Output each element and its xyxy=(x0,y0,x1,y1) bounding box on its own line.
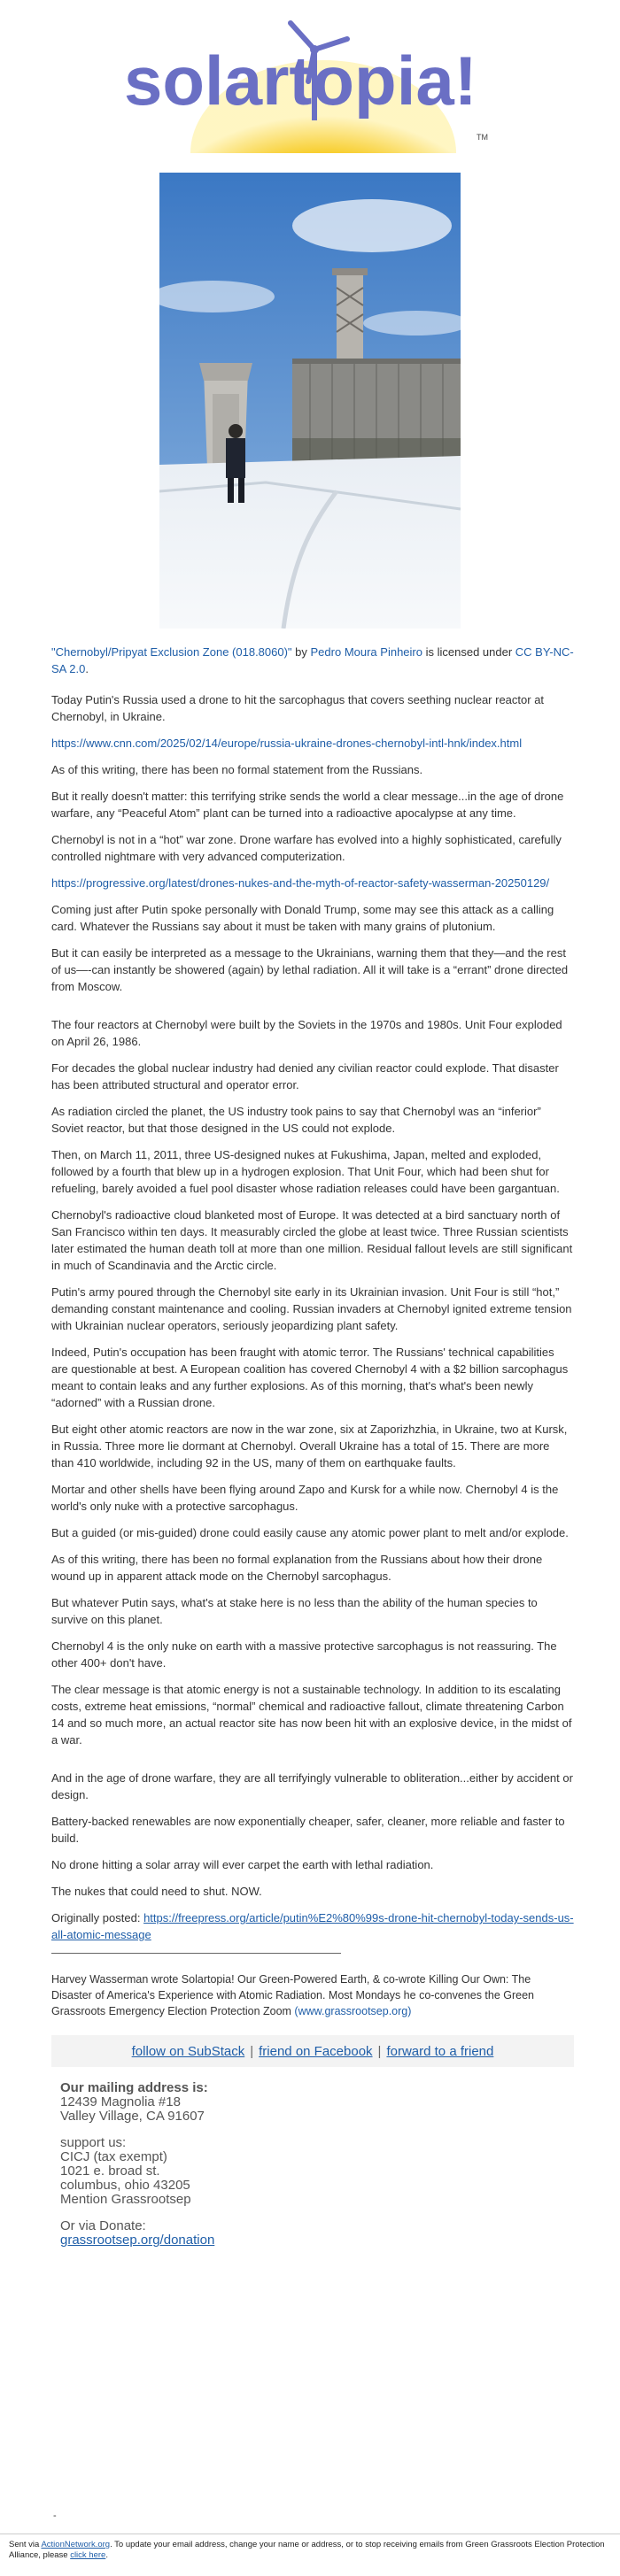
paragraph: Putin's army poured through the Chernobyl site early in its Ukrainian invasion. Unit Four is still “hot,” demanding constant maintenance and cooling. Russian invaders at Chernobyl ignited extreme tension with Ukrainian nuclear operators, seriously jeopardizing plant safety. xyxy=(51,1285,572,1332)
paragraph: As of this writing, there has been no formal statement from the Russians. xyxy=(51,763,423,776)
support-heading: support us: xyxy=(60,2135,127,2150)
address-line: 12439 Magnolia #18 xyxy=(60,2094,181,2109)
email-footer xyxy=(0,2534,620,2561)
mailing-address xyxy=(60,2081,574,2248)
logo-text: solartopia! xyxy=(124,42,477,120)
paragraph: The nukes that could need to shut. NOW. xyxy=(51,1885,262,1898)
bio-text: Harvey Wasserman wrote Solartopia! Our Green-Powered Earth, & co-wrote Killing Our Own: The Disaster of America's Experience with Atomic Radiation. Most Mondays he co-convenes the Green Grassroots Emergency Election Protection Zoom xyxy=(51,1973,535,2017)
paragraph-link xyxy=(51,875,574,891)
paragraph: Indeed, Putin's occupation has been fraught with atomic terror. The Russians' technical capabilities are questionable at best. A European coalition has covered Chernobyl 4 with a $2 billion sarcophagus meant to contain leaks and any further explosions. As of this morning, that's what's been newly “adorned” with a Russian drone. xyxy=(51,1346,569,1409)
footer-end: . xyxy=(105,2550,108,2560)
separator: | xyxy=(377,2043,382,2059)
cnn-article-link[interactable]: https://www.cnn.com/2025/02/14/europe/russia-ukraine-drones-chernobyl-intl-hnk/index.html xyxy=(51,737,523,750)
progressive-article-link[interactable]: https://progressive.org/latest/drones-nukes-and-the-myth-of-reactor-safety-wasserman-20250129/ xyxy=(51,876,550,890)
paragraph: Chernobyl's radioactive cloud blanketed most of Europe. It was detected at a bird sanctuary north of San Francisco within ten days. It measurably circled the globe at least twice. Three Russian scientists later estimated the human death toll at more than one million. Residual fallout levels are still significant in much of Scandinavia and the Arctic circle. xyxy=(51,1208,573,1272)
license-link[interactable]: CC BY-NC-SA 2.0 xyxy=(51,645,574,675)
paragraph: As radiation circled the planet, the US industry took pains to say that Chernobyl was an “inferior” Soviet reactor, but that those designed in the US could not explode. xyxy=(51,1105,541,1135)
footer-text: . To update your email address, change your name or address, or to stop receiving emails from Green Grassroots Election Protection Alliance, please xyxy=(9,2540,605,2560)
support-line: CICJ (tax exempt) xyxy=(60,2149,167,2164)
facebook-link[interactable]: friend on Facebook xyxy=(259,2043,373,2059)
paragraph: The clear message is that atomic energy is not a sustainable technology. In addition to its escalating costs, extreme heat emissions, “normal” chemical and radioactive fallout, climate threatening Carbon 14 and so much more, an actual reactor site has now been hit with an explosive device, in the midst of a war. xyxy=(51,1683,572,1747)
paragraph: And in the age of drone warfare, they are all terrifyingly vulnerable to obliteration...either by accident or design. xyxy=(51,1771,573,1801)
solartopia-logo xyxy=(115,16,505,153)
footer-sent: Sent via xyxy=(9,2540,42,2549)
credit-by: by xyxy=(291,645,311,659)
paragraph: But it really doesn't matter: this terrifying strike sends the world a clear message...in the age of drone warfare, any “Peaceful Atom” plant can be turned into a radioactive apocalypse at any time. xyxy=(51,790,564,820)
trademark: TM xyxy=(477,133,488,142)
separator: | xyxy=(250,2043,254,2059)
paragraph: Today Putin's Russia used a drone to hit the sarcophagus that covers seething nuclear reactor at Chernobyl, in Ukraine. xyxy=(51,693,545,723)
dash-mark: - xyxy=(53,2510,57,2521)
paragraph: Mortar and other shells have been flying around Zapo and Kursk for a while now. Chernobyl 4 is the world's only nuke with a protective sarcophagus. xyxy=(51,1483,559,1513)
paragraph: As of this writing, there has been no formal explanation from the Russians about how their drone wound up in apparent attack mode on the Chernobyl sarcophagus. xyxy=(51,1553,543,1583)
originally-posted xyxy=(51,1909,574,1943)
original-post-link[interactable]: https://freepress.org/article/putin%E2%80%99s-drone-hit-chernobyl-today-sends-us-all-atomic-message xyxy=(51,1911,574,1941)
credit-licensed: is licensed under xyxy=(422,645,515,659)
photo-credit xyxy=(51,644,574,677)
paragraph: Coming just after Putin spoke personally with Donald Trump, some may see this attack as a calling card. Whatever the Russians say about it must be taken with many grains of plutonium. xyxy=(51,903,554,933)
support-line: columbus, ohio 43205 xyxy=(60,2178,190,2193)
address-heading: Our mailing address is: xyxy=(60,2080,208,2095)
divider xyxy=(51,1953,341,1954)
donate-link[interactable]: grassrootsep.org/donation xyxy=(60,2233,215,2248)
paragraph: But it can easily be interpreted as a message to the Ukrainians, warning them that they—and the rest of us—-can instantly be showered (again) by lethal radiation. All it will take is a “errant” drone directed from Moscow. xyxy=(51,946,569,993)
photo-title-link[interactable]: "Chernobyl/Pripyat Exclusion Zone (018.8060)" xyxy=(51,645,292,659)
social-links-bar xyxy=(51,2035,574,2067)
actionnetwork-link[interactable]: ActionNetwork.org xyxy=(41,2540,111,2549)
paragraph: No drone hitting a solar array will ever carpet the earth with lethal radiation. xyxy=(51,1858,434,1871)
paragraph: For decades the global nuclear industry had denied any civilian reactor could explode. That disaster has been attributed structural and operator error. xyxy=(51,1061,559,1091)
substack-link[interactable]: follow on SubStack xyxy=(131,2043,245,2059)
author-bio xyxy=(51,1971,574,2019)
donate-label: Or via Donate: xyxy=(60,2218,146,2233)
photo-author-link[interactable]: Pedro Moura Pinheiro xyxy=(310,645,422,659)
address-line: Valley Village, CA 91607 xyxy=(60,2109,205,2124)
paragraph: Chernobyl is not in a “hot” war zone. Drone warfare has evolved into a highly sophisticated, carefully controlled nightmare with very advanced computerization. xyxy=(51,833,562,863)
unsubscribe-link[interactable]: click here xyxy=(70,2550,106,2560)
paragraph: But eight other atomic reactors are now in the war zone, six at Zaporizhzhia, in Ukraine, two at Kursk, in Russia. Three more lie dormant at Chernobyl. Overall Ukraine has a total of 15. There are more than 410 worldwide, including 92 in the US, many of them on earthquake faults. xyxy=(51,1423,568,1469)
paragraph: But whatever Putin says, what's at stake here is no less than the ability of the human species to survive on this planet. xyxy=(51,1596,538,1626)
logo-graphic xyxy=(115,16,505,153)
support-line: 1021 e. broad st. xyxy=(60,2163,160,2179)
paragraph-link xyxy=(51,735,574,752)
forward-link[interactable]: forward to a friend xyxy=(386,2043,494,2059)
paragraph: Battery-backed renewables are now exponentially cheaper, safer, cleaner, more reliable and faster to build. xyxy=(51,1815,565,1845)
support-line: Mention Grassrootsep xyxy=(60,2192,191,2207)
paragraph: Then, on March 11, 2011, three US-designed nukes at Fukushima, Japan, melted and exploded, followed by a fourth that blew up in a hydrogen explosion. That Unit Four, which had been shut for refueling, barely avoided a fuel pool disaster whose radiation releases could have been gargantuan. xyxy=(51,1148,560,1195)
grassrootsep-link[interactable]: (www.grassrootsep.org) xyxy=(294,2005,412,2017)
credit-end: . xyxy=(85,662,89,675)
paragraph: But a guided (or mis-guided) drone could easily cause any atomic power plant to melt and/or explode. xyxy=(51,1526,569,1539)
article-body xyxy=(51,644,574,2248)
paragraph: The four reactors at Chernobyl were built by the Soviets in the 1970s and 1980s. Unit Four exploded on April 26, 1986. xyxy=(51,1018,562,1048)
paragraph: Chernobyl 4 is the only nuke on earth with a massive protective sarcophagus is not reassuring. The other 400+ don't have. xyxy=(51,1639,557,1670)
chernobyl-photo xyxy=(159,173,461,629)
orig-label: Originally posted: xyxy=(51,1911,144,1924)
